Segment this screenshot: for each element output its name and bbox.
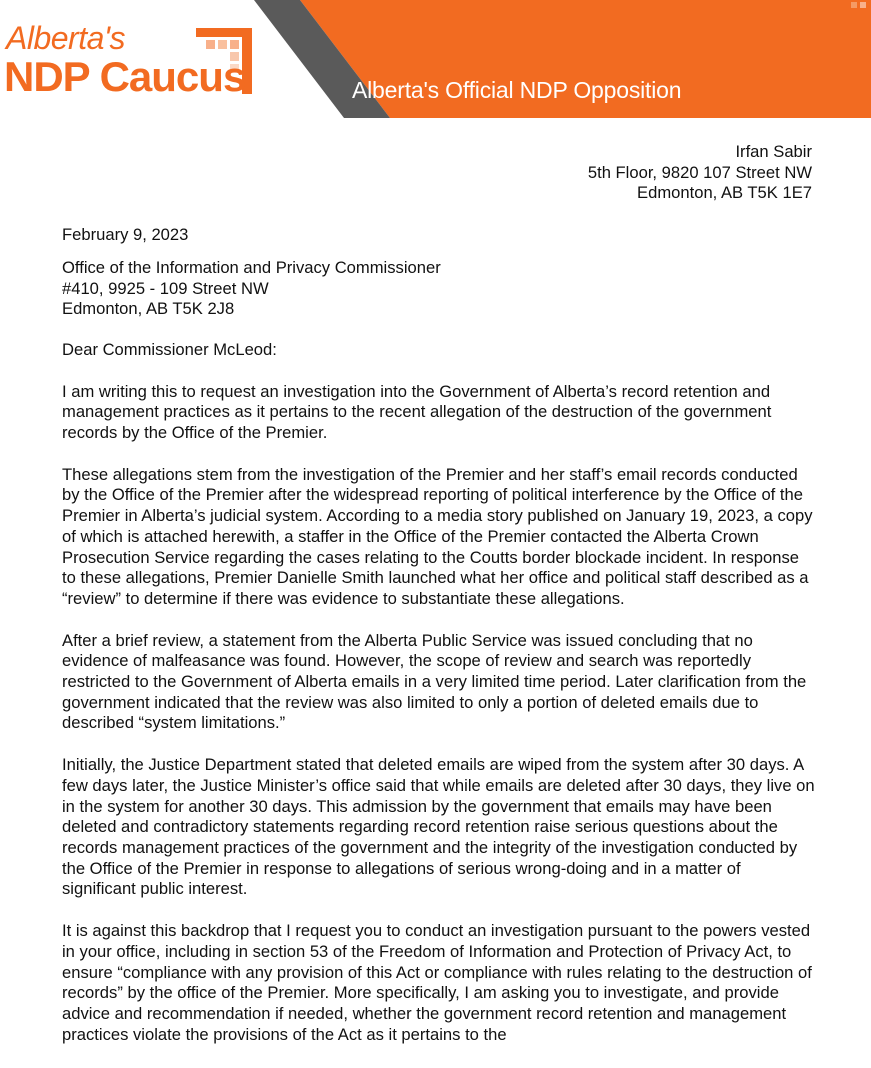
body-paragraph: After a brief review, a statement from the Alberta Public Service was issued concluding that no evidence of malfeasance was found. However, the scope of review and search was reportedly restricted to the Government of Alberta emails in a very limited time period. Later clarification from the government indicated that the review was also limited to only a portion of deleted emails due to described “system limitations.” bbox=[62, 630, 807, 733]
corner-mark bbox=[860, 2, 866, 8]
recipient-address-block bbox=[62, 258, 817, 320]
body-paragraph: These allegations stem from the investigation of the Premier and her staff’s email records conducted by the Office of the Premier after the widespread reporting of political interference by the Office of the Premier in Alberta’s judicial system. According to a media story published on January 19, 2023, a copy of which is attached herewith, a staffer in the Office of the Premier contacted the Alberta Crown Prosecution Service regarding the cases relating to the Coutts border blockade incident. In response to these allegations, Premier Danielle Smith launched what her office and political staff described as a “review” to determine if there was evidence to substantiate these allegations. bbox=[62, 464, 813, 608]
recipient-address-line: Edmonton, AB T5K 2J8 bbox=[62, 299, 235, 319]
sender-name: Irfan Sabir bbox=[735, 142, 812, 161]
letterhead-tagline: Alberta's Official NDP Opposition bbox=[352, 77, 682, 103]
letter-date: February 9, 2023 bbox=[62, 225, 189, 245]
sender-address-line: 5th Floor, 9820 107 Street NW bbox=[587, 162, 812, 182]
body-paragraph: It is against this backdrop that I request you to conduct an investigation pursuant to the powers vested in your office, including in section 53 of the Freedom of Information and Protection of Privacy Act, to ensure “compliance with any provision of this Act or compliance with rules relating to the destruction of records” by the office of the Premier. More specifically, I am asking you to investigate, and provide advice and recommendation if needed, whether the government record retention and management practices violate the provisions of the Act as it pertains to the bbox=[62, 921, 812, 1044]
logo-text-line1: Alberta's bbox=[6, 20, 125, 56]
corner-mark bbox=[851, 2, 857, 8]
salutation: Dear Commissioner McLeod: bbox=[62, 339, 277, 359]
sender-address-line: Edmonton, AB T5K 1E7 bbox=[637, 183, 812, 203]
body-paragraph: Initially, the Justice Department stated that deleted emails are wiped from the system after 30 days. A few days later, the Justice Minister’s office said that while emails are deleted after 30 days, they live on in the system for another 30 days. This admission by the government that emails may have been deleted and contradictory statements regarding record retention raise serious questions about the records management practices of the government and the integrity of the investigation conducted by the Office of the Premier in response to allegations of serious wrong-doing and in a matter of significant public interest. bbox=[62, 755, 815, 899]
body-paragraph: I am writing this to request an investigation into the Government of Alberta’s record retention and management practices as it pertains to the recent allegation of the destruction of the government records by the Office of the Premier. bbox=[62, 381, 772, 443]
letter-body bbox=[62, 142, 817, 1045]
recipient-name: Office of the Information and Privacy Commissioner bbox=[62, 257, 441, 277]
sender-address-block bbox=[62, 142, 812, 204]
letterhead bbox=[0, 0, 871, 130]
recipient-address-line: #410, 9925 - 109 Street NW bbox=[62, 278, 269, 298]
logo-text-line2: NDP Caucus bbox=[4, 53, 246, 100]
